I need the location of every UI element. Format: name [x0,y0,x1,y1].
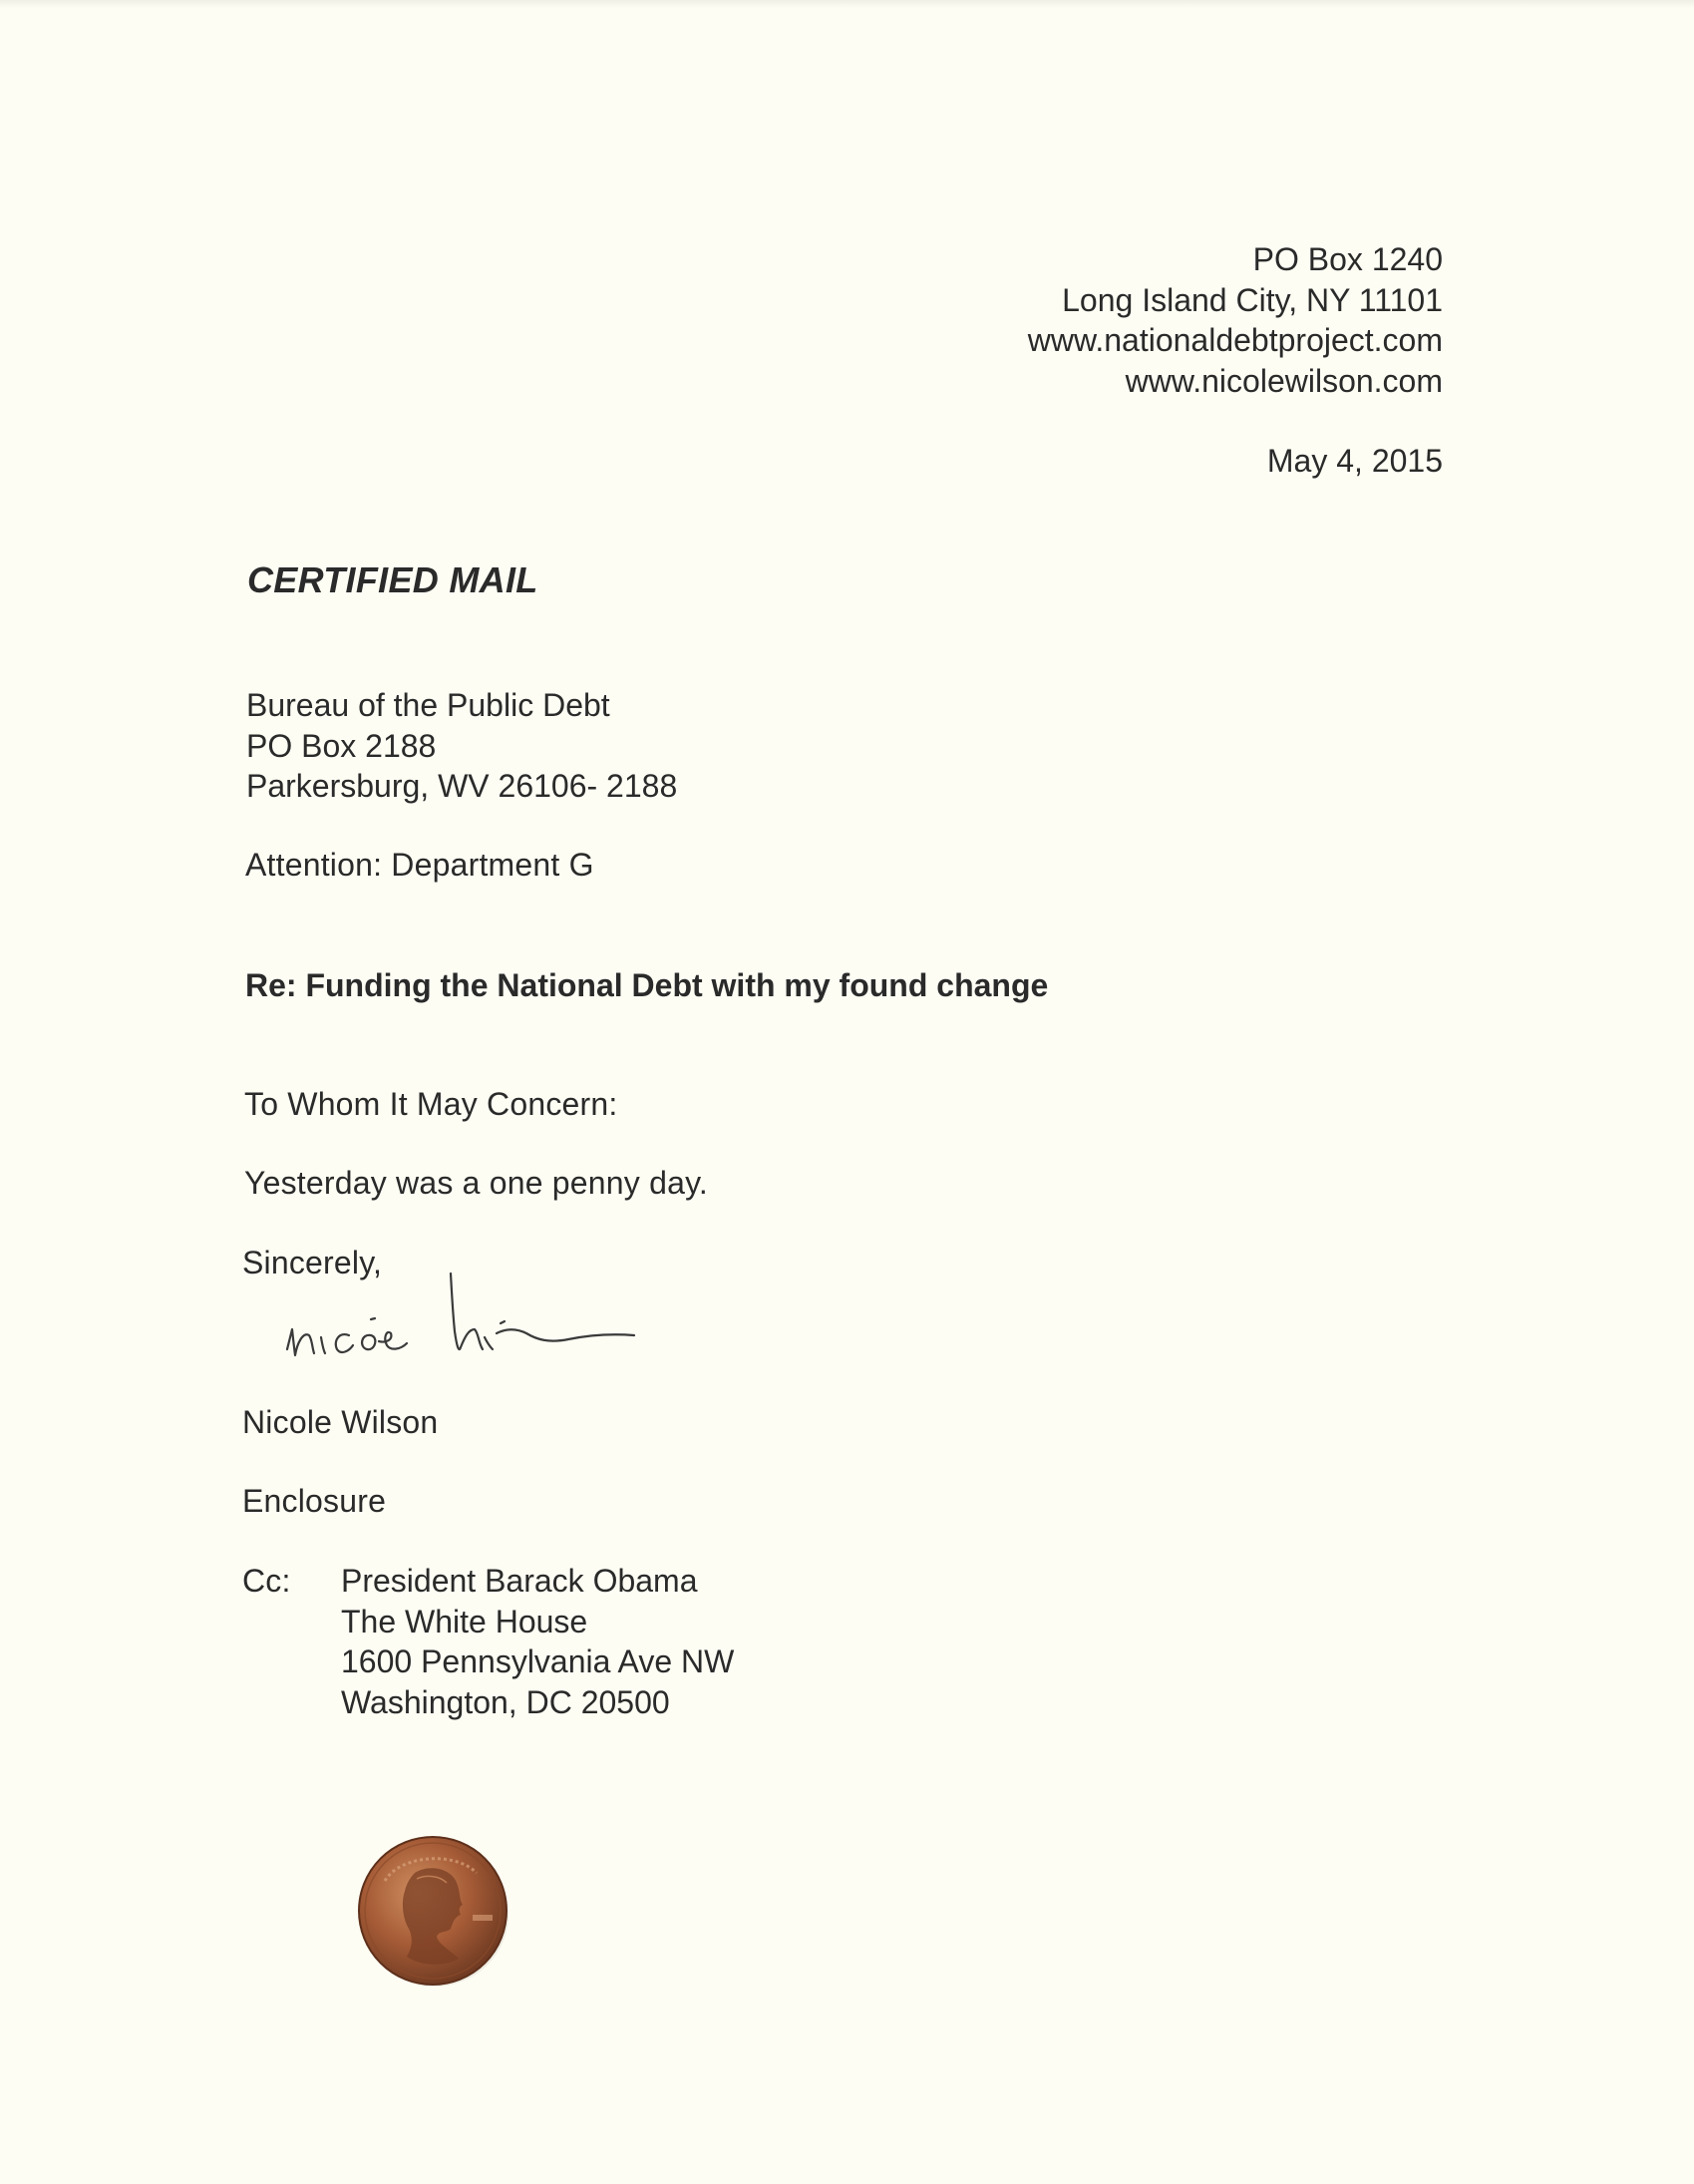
letter-body: Yesterday was a one penny day. [244,1165,708,1201]
penny-coin [355,1833,510,1989]
cc-address-line: The White House [341,1603,588,1639]
recipient-address [246,685,677,807]
sender-address-line: www.nicolewilson.com [1125,362,1443,399]
cc-label: Cc: [242,1563,291,1599]
signer-name: Nicole Wilson [242,1404,439,1440]
attention-line: Attention: Department G [245,847,594,883]
recipient-address-line: PO Box 2188 [246,727,437,764]
cc-address [341,1561,734,1722]
cc-address-line: 1600 Pennsylvania Ave NW [341,1643,735,1679]
cc-address-line: Washington, DC 20500 [341,1683,670,1720]
sender-address-line: Long Island City, NY 11101 [1062,281,1443,318]
scan-edge [0,0,1694,8]
cc-address-line: President Barack Obama [341,1563,698,1599]
enclosure-label: Enclosure [242,1483,387,1519]
closing: Sincerely, [242,1245,383,1280]
letter-date: May 4, 2015 [1266,443,1443,479]
sender-address [1028,239,1443,401]
handwritten-signature [279,1272,648,1381]
subject-line: Re: Funding the National Debt with my found change [245,967,1049,1003]
recipient-address-line: Parkersburg, WV 26106- 2188 [246,768,678,804]
salutation: To Whom It May Concern: [244,1086,618,1122]
recipient-address-line: Bureau of the Public Debt [246,687,610,723]
sender-address-line: PO Box 1240 [1252,241,1443,277]
sender-address-line: www.nationaldebtproject.com [1027,322,1443,358]
mail-type-heading: CERTIFIED MAIL [247,559,538,600]
